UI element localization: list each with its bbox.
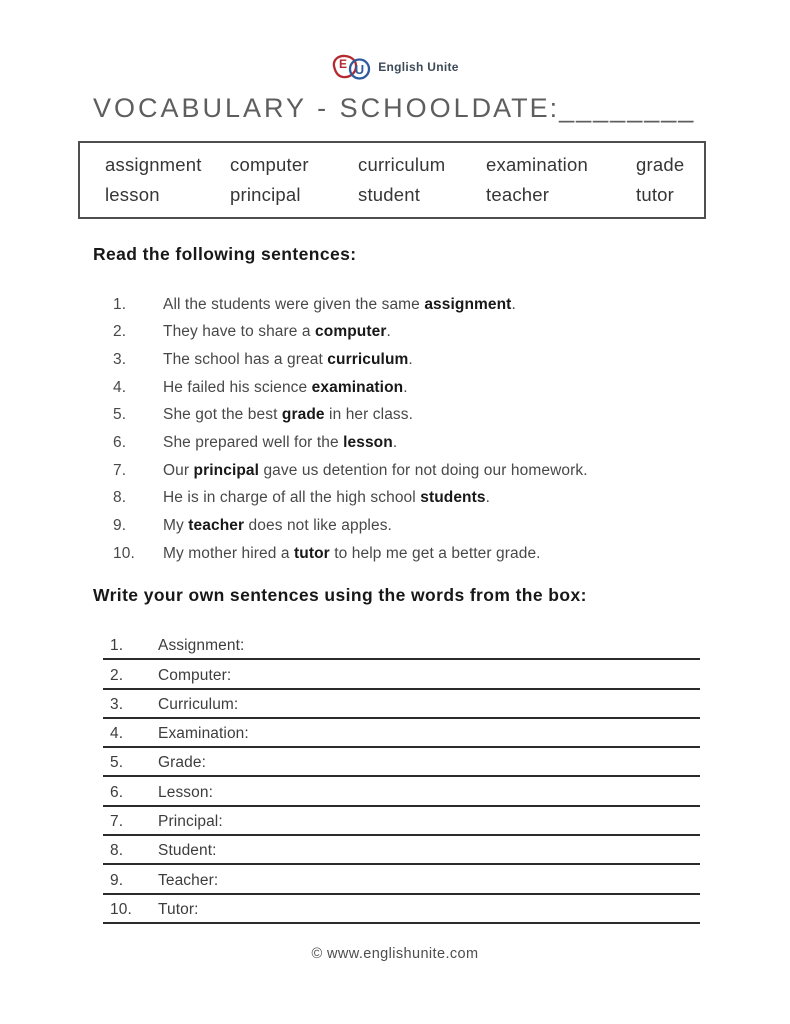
write-line xyxy=(103,719,700,748)
write-line-number: 5. xyxy=(110,754,124,772)
write-line-label: Grade: xyxy=(158,754,206,772)
sentence-item xyxy=(113,512,698,540)
write-line-number: 10. xyxy=(110,900,132,918)
write-line xyxy=(103,777,700,806)
write-line-number: 8. xyxy=(110,842,124,860)
write-line xyxy=(103,748,700,777)
word-box-word: assignment xyxy=(105,154,202,176)
word-box-word: computer xyxy=(230,154,309,176)
sentence-item xyxy=(113,291,698,319)
vocabulary-word: examination xyxy=(311,378,404,396)
write-line-number: 4. xyxy=(110,725,124,743)
vocabulary-word: assignment xyxy=(424,295,512,313)
word-box xyxy=(78,141,706,219)
write-line-number: 3. xyxy=(110,695,124,713)
write-line-number: 6. xyxy=(110,783,124,801)
sentence-number: 2. xyxy=(113,323,127,341)
write-line-number: 9. xyxy=(110,871,124,889)
sentence-item xyxy=(113,402,698,430)
vocabulary-word: teacher xyxy=(188,516,245,534)
sentence-item xyxy=(113,429,698,457)
sentence-text: She prepared well for the lesson. xyxy=(163,434,398,452)
date-label: DATE: xyxy=(471,93,560,123)
write-line xyxy=(103,660,700,689)
sentence-number: 8. xyxy=(113,489,127,507)
sentence-text: My mother hired a tutor to help me get a better grade. xyxy=(163,544,541,562)
word-box-word: lesson xyxy=(105,183,160,205)
write-line-label: Tutor: xyxy=(158,900,199,918)
page-title: VOCABULARY - SCHOOL xyxy=(93,93,472,123)
word-box-word: principal xyxy=(230,183,301,205)
vocabulary-word: lesson xyxy=(343,434,393,452)
svg-text:E: E xyxy=(339,57,348,71)
write-line xyxy=(103,690,700,719)
vocabulary-word: students xyxy=(420,489,486,507)
sentence-text: She got the best grade in her class. xyxy=(163,406,414,424)
write-line-label: Lesson: xyxy=(158,783,213,801)
sentence-item xyxy=(113,540,698,568)
sentence-number: 6. xyxy=(113,434,127,452)
sentence-number: 9. xyxy=(113,516,127,534)
reading-heading: Read the following sentences: xyxy=(93,244,357,264)
write-line-label: Teacher: xyxy=(158,871,219,889)
sentence-item xyxy=(113,484,698,512)
sentence-number: 7. xyxy=(113,461,127,479)
write-line xyxy=(103,807,700,836)
english-unite-logo-icon xyxy=(331,52,373,82)
writing-lines xyxy=(103,631,700,924)
write-line-label: Computer: xyxy=(158,666,232,684)
sentence-number: 10. xyxy=(113,544,135,562)
footer-text: © www.englishunite.com xyxy=(311,946,479,962)
word-box-word: examination xyxy=(486,154,588,176)
sentence-item xyxy=(113,374,698,402)
sentence-number: 4. xyxy=(113,378,127,396)
vocabulary-word: curriculum xyxy=(327,351,409,369)
word-box-word: curriculum xyxy=(358,154,446,176)
write-line xyxy=(103,631,700,660)
sentence-number: 3. xyxy=(113,351,127,369)
reading-sentences xyxy=(113,291,698,567)
writing-heading: Write your own sentences using the words from the box: xyxy=(93,585,587,605)
write-line-number: 1. xyxy=(110,637,124,655)
vocabulary-word: tutor xyxy=(294,544,330,562)
word-box-word: grade xyxy=(636,154,685,176)
write-line-label: Curriculum: xyxy=(158,695,239,713)
logo xyxy=(0,52,790,82)
write-line xyxy=(103,865,700,894)
sentence-text: The school has a great curriculum. xyxy=(163,351,413,369)
sentence-text: They have to share a computer. xyxy=(163,323,391,341)
sentence-item xyxy=(113,319,698,347)
vocabulary-word: principal xyxy=(193,461,260,479)
write-line-number: 7. xyxy=(110,813,124,831)
vocabulary-word: computer xyxy=(315,323,387,341)
sentence-text: He failed his science examination. xyxy=(163,378,408,396)
title-row xyxy=(93,93,696,124)
vocabulary-word: grade xyxy=(281,406,325,424)
logo-text: English Unite xyxy=(378,60,459,74)
svg-text:U: U xyxy=(355,62,365,77)
write-line-label: Assignment: xyxy=(158,637,245,655)
write-line-label: Examination: xyxy=(158,725,249,743)
write-line-label: Student: xyxy=(158,842,217,860)
footer xyxy=(0,946,790,962)
sentence-text: He is in charge of all the high school students. xyxy=(163,489,491,507)
sentence-number: 1. xyxy=(113,295,127,313)
sentence-text: My teacher does not like apples. xyxy=(163,516,392,534)
write-line-number: 2. xyxy=(110,666,124,684)
write-line-label: Principal: xyxy=(158,813,223,831)
write-line xyxy=(103,895,700,924)
sentence-text: Our principal gave us detention for not doing our homework. xyxy=(163,461,588,479)
word-box-word: tutor xyxy=(636,183,675,205)
sentence-item xyxy=(113,346,698,374)
date-blank[interactable]: ________ xyxy=(559,93,696,123)
sentence-item xyxy=(113,457,698,485)
word-box-word: student xyxy=(358,183,421,205)
date-field xyxy=(472,93,696,124)
word-box-word: teacher xyxy=(486,183,550,205)
write-line xyxy=(103,836,700,865)
sentence-number: 5. xyxy=(113,406,127,424)
sentence-text: All the students were given the same assignment. xyxy=(163,295,516,313)
